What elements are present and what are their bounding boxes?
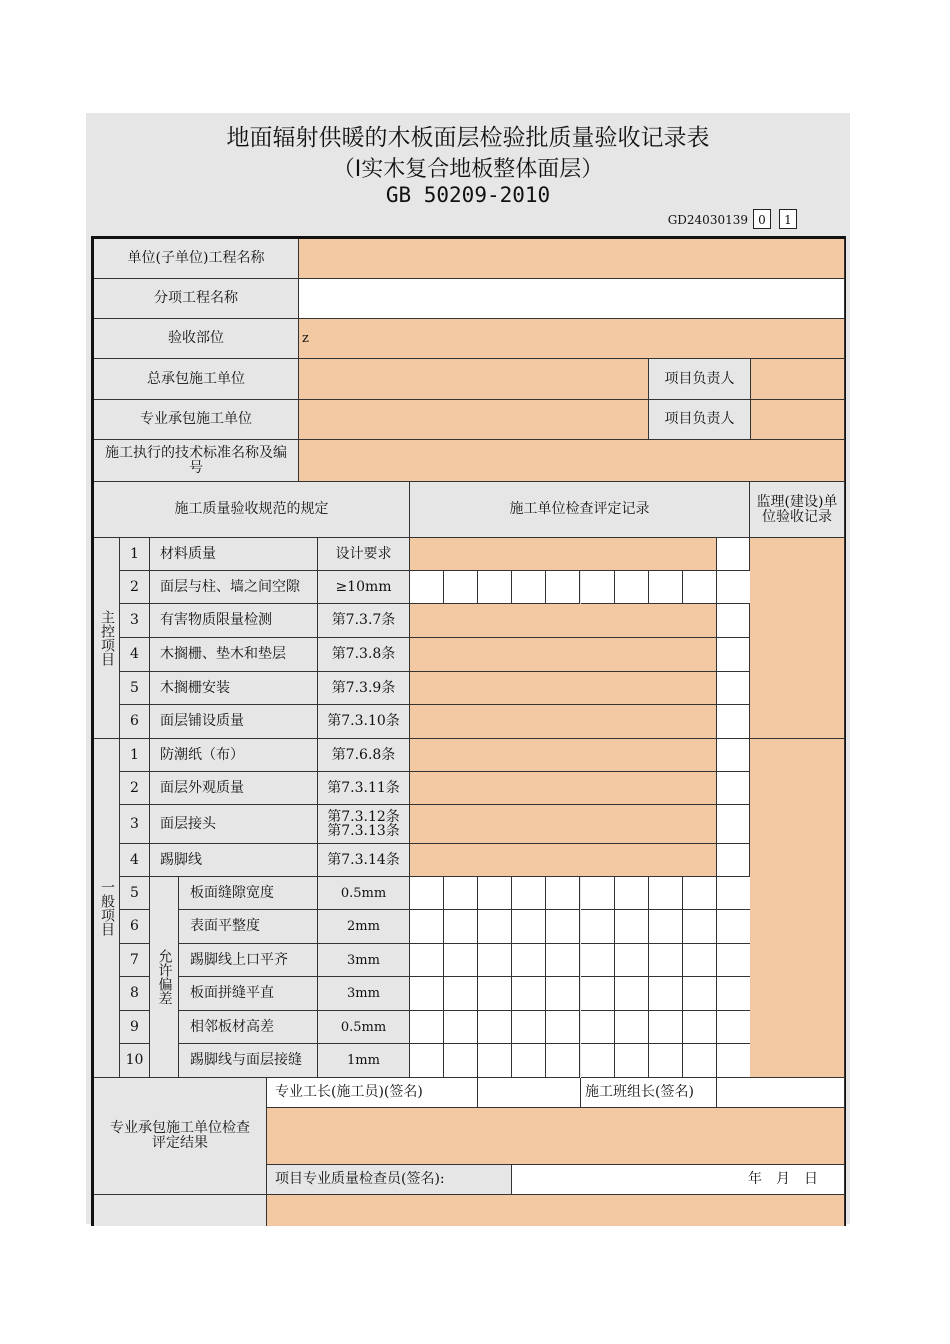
inspector-label: 项目专业质量检查员(签名): xyxy=(267,1165,512,1195)
tolerance-row-req: 2mm xyxy=(318,910,410,944)
tolerance-row-5-cell-1[interactable] xyxy=(410,877,444,910)
tolerance-row-req: 3mm xyxy=(318,977,410,1011)
general-row-req: 第7.3.14条 xyxy=(318,844,410,877)
manager-label-2: 项目负责人 xyxy=(649,400,751,440)
tolerance-row-9-cell-3[interactable] xyxy=(478,1011,512,1044)
tolerance-row-9-cell-1[interactable] xyxy=(410,1011,444,1044)
tolerance-row-8-cell-1[interactable] xyxy=(410,977,444,1011)
main-row-2-cell-5[interactable] xyxy=(546,571,580,604)
general-row-item: 面层接头 xyxy=(150,805,318,844)
tolerance-row-5-cell-10[interactable] xyxy=(717,877,751,910)
main-row-req: 第7.3.9条 xyxy=(318,672,410,705)
main-row-item: 面层铺设质量 xyxy=(150,705,318,739)
unit-project-input[interactable] xyxy=(299,239,845,279)
unit-project-label: 单位(子单位)工程名称 xyxy=(94,239,299,279)
tolerance-row-7-cell-1[interactable] xyxy=(410,944,444,977)
main-row-req: 第7.3.10条 xyxy=(318,705,410,739)
main-row-record[interactable] xyxy=(410,638,717,672)
tolerance-row-no: 9 xyxy=(120,1011,150,1044)
tolerance-row-6-cell-7[interactable] xyxy=(615,910,649,944)
tolerance-row-8-cell-5[interactable] xyxy=(546,977,580,1011)
result-input[interactable] xyxy=(267,1108,845,1165)
main-supervision-input[interactable] xyxy=(750,538,845,739)
tolerance-row-5-cell-7[interactable] xyxy=(615,877,649,910)
general-row-no: 3 xyxy=(120,805,150,844)
tolerance-row-6-cell-4[interactable] xyxy=(512,910,546,944)
tolerance-row-9-cell-6[interactable] xyxy=(581,1011,615,1044)
general-row-req: 第7.6.8条 xyxy=(318,739,410,772)
tolerance-row-item: 相邻板材高差 xyxy=(179,1011,318,1044)
general-row-req: 第7.3.11条 xyxy=(318,772,410,805)
tolerance-row-5-cell-4[interactable] xyxy=(512,877,546,910)
tolerance-row-7-cell-7[interactable] xyxy=(615,944,649,977)
main-row-check[interactable] xyxy=(717,538,750,571)
main-row-no: 6 xyxy=(120,705,150,739)
manager-label-1: 项目负责人 xyxy=(649,359,751,400)
general-row-record[interactable] xyxy=(410,805,717,844)
tolerance-row-req: 1mm xyxy=(318,1044,410,1078)
tolerance-row-9-cell-10[interactable] xyxy=(717,1011,751,1044)
main-row-req: ≥10mm xyxy=(318,571,410,604)
main-row-2-cell-7[interactable] xyxy=(615,571,649,604)
main-row-2-cell-1[interactable] xyxy=(410,571,444,604)
form-code: GD24030139 xyxy=(667,213,748,227)
tolerance-row-7-cell-4[interactable] xyxy=(512,944,546,977)
next-section-label xyxy=(94,1195,267,1226)
general-row-record[interactable] xyxy=(410,739,717,772)
tolerance-row-5-cell-5[interactable] xyxy=(546,877,580,910)
tolerance-row-6-cell-6[interactable] xyxy=(581,910,615,944)
general-row-no: 2 xyxy=(120,772,150,805)
standard-input[interactable] xyxy=(299,440,845,482)
main-row-record[interactable] xyxy=(410,705,717,739)
manager-input-2[interactable] xyxy=(751,400,845,440)
main-row-2-cell-9[interactable] xyxy=(683,571,717,604)
tolerance-row-10-cell-2[interactable] xyxy=(444,1044,478,1078)
tolerance-row-8-cell-4[interactable] xyxy=(512,977,546,1011)
main-row-check[interactable] xyxy=(717,705,750,739)
tolerance-row-item: 表面平整度 xyxy=(179,910,318,944)
foreman-signature-input[interactable] xyxy=(478,1078,581,1108)
specialty-contractor-input[interactable] xyxy=(299,400,649,440)
tolerance-row-9-cell-7[interactable] xyxy=(615,1011,649,1044)
general-items-group-label: 一般项目 xyxy=(94,739,120,1078)
tolerance-row-6-cell-9[interactable] xyxy=(683,910,717,944)
main-row-item: 面层与柱、墙之间空隙 xyxy=(150,571,318,604)
main-row-2-cell-4[interactable] xyxy=(512,571,546,604)
tolerance-row-6-cell-8[interactable] xyxy=(649,910,683,944)
main-row-2-cell-2[interactable] xyxy=(444,571,478,604)
main-row-record[interactable] xyxy=(410,604,717,638)
general-row-item: 踢脚线 xyxy=(150,844,318,877)
location-input[interactable]: z xyxy=(299,319,845,359)
tolerance-row-req: 0.5mm xyxy=(318,877,410,910)
general-row-check[interactable] xyxy=(717,844,750,877)
main-row-item: 有害物质限量检测 xyxy=(150,604,318,638)
general-row-check[interactable] xyxy=(717,805,750,844)
main-items-group-label: 主控项目 xyxy=(94,538,120,739)
main-row-no: 2 xyxy=(120,571,150,604)
tolerance-row-item: 踢脚线与面层接缝 xyxy=(179,1044,318,1078)
tolerance-row-7-cell-10[interactable] xyxy=(717,944,751,977)
general-row-check[interactable] xyxy=(717,739,750,772)
general-row-no: 1 xyxy=(120,739,150,772)
page-subtitle: （Ⅰ实木复合地板整体面层） xyxy=(332,157,604,182)
code-box-1[interactable]: 0 xyxy=(753,209,771,229)
main-row-2-cell-3[interactable] xyxy=(478,571,512,604)
tolerance-row-7-cell-3[interactable] xyxy=(478,944,512,977)
general-row-req-b: 第7.3.13条 xyxy=(327,823,400,839)
main-row-item: 木搁栅、垫木和垫层 xyxy=(150,638,318,672)
main-row-no: 3 xyxy=(120,604,150,638)
tolerance-row-item: 板面缝隙宽度 xyxy=(179,877,318,910)
page-title: 地面辐射供暖的木板面层检验批质量验收记录表 xyxy=(226,125,710,151)
foreman-label: 专业工长(施工员)(签名) xyxy=(267,1078,478,1108)
tolerance-row-item: 踢脚线上口平齐 xyxy=(179,944,318,977)
manager-input-1[interactable] xyxy=(751,359,845,400)
sub-project-input[interactable] xyxy=(299,279,845,319)
standard-number: GB 50209-2010 xyxy=(385,183,551,207)
tolerance-row-9-cell-5[interactable] xyxy=(546,1011,580,1044)
tolerance-row-6-cell-2[interactable] xyxy=(444,910,478,944)
inspection-date[interactable]: 年 月 日 xyxy=(512,1165,845,1195)
team-leader-label: 施工班组长(签名) xyxy=(581,1078,717,1108)
tolerance-group-label: 允许偏差 xyxy=(150,877,179,1078)
sub-project-label: 分项工程名称 xyxy=(94,279,299,319)
tolerance-row-9-cell-8[interactable] xyxy=(649,1011,683,1044)
tolerance-row-item: 板面拼缝平直 xyxy=(179,977,318,1011)
specialty-contractor-label: 专业承包施工单位 xyxy=(94,400,299,440)
main-row-no: 5 xyxy=(120,672,150,705)
tolerance-row-req: 3mm xyxy=(318,944,410,977)
general-contractor-input[interactable] xyxy=(299,359,649,400)
tolerance-row-5-cell-3[interactable] xyxy=(478,877,512,910)
tolerance-row-9-cell-9[interactable] xyxy=(683,1011,717,1044)
spec-header: 施工质量验收规范的规定 xyxy=(94,482,410,538)
tolerance-row-8-cell-3[interactable] xyxy=(478,977,512,1011)
tolerance-row-8-cell-10[interactable] xyxy=(717,977,751,1011)
result-label: 专业承包施工单位检查评定结果 xyxy=(94,1078,267,1195)
tolerance-row-10-cell-1[interactable] xyxy=(410,1044,444,1078)
tolerance-row-5-cell-9[interactable] xyxy=(683,877,717,910)
main-row-2-cell-6[interactable] xyxy=(581,571,615,604)
tolerance-row-no: 6 xyxy=(120,910,150,944)
general-row-check[interactable] xyxy=(717,772,750,805)
general-row-item: 防潮纸（布） xyxy=(150,739,318,772)
tolerance-row-8-cell-6[interactable] xyxy=(581,977,615,1011)
general-row-item: 面层外观质量 xyxy=(150,772,318,805)
tolerance-row-8-cell-7[interactable] xyxy=(615,977,649,1011)
tolerance-row-10-cell-10[interactable] xyxy=(717,1044,751,1078)
tolerance-row-7-cell-5[interactable] xyxy=(546,944,580,977)
main-row-item: 材料质量 xyxy=(150,538,318,571)
main-row-req: 第7.3.7条 xyxy=(318,604,410,638)
general-contractor-label: 总承包施工单位 xyxy=(94,359,299,400)
main-row-record[interactable] xyxy=(410,538,717,571)
tolerance-row-7-cell-9[interactable] xyxy=(683,944,717,977)
tolerance-row-10-cell-4[interactable] xyxy=(512,1044,546,1078)
tolerance-row-7-cell-2[interactable] xyxy=(444,944,478,977)
tolerance-row-9-cell-4[interactable] xyxy=(512,1011,546,1044)
tolerance-row-no: 5 xyxy=(120,877,150,910)
team-leader-signature-input[interactable] xyxy=(717,1078,845,1108)
next-section-input[interactable] xyxy=(267,1195,845,1226)
main-row-check[interactable] xyxy=(717,638,750,672)
main-row-check[interactable] xyxy=(717,672,750,705)
tolerance-row-10-cell-9[interactable] xyxy=(683,1044,717,1078)
general-row-record[interactable] xyxy=(410,844,717,877)
main-row-2-cell-8[interactable] xyxy=(649,571,683,604)
tolerance-row-6-cell-10[interactable] xyxy=(717,910,751,944)
main-row-2-cell-10[interactable] xyxy=(717,571,751,604)
main-row-check[interactable] xyxy=(717,604,750,638)
tolerance-row-req: 0.5mm xyxy=(318,1011,410,1044)
record-header: 施工单位检查评定记录 xyxy=(410,482,750,538)
main-row-no: 4 xyxy=(120,638,150,672)
supervision-header: 监理(建设)单位验收记录 xyxy=(750,482,845,538)
tolerance-row-10-cell-5[interactable] xyxy=(546,1044,580,1078)
tolerance-row-6-cell-1[interactable] xyxy=(410,910,444,944)
tolerance-row-8-cell-9[interactable] xyxy=(683,977,717,1011)
tolerance-row-9-cell-2[interactable] xyxy=(444,1011,478,1044)
tolerance-row-7-cell-6[interactable] xyxy=(581,944,615,977)
tolerance-row-7-cell-8[interactable] xyxy=(649,944,683,977)
tolerance-row-8-cell-2[interactable] xyxy=(444,977,478,1011)
main-row-record[interactable] xyxy=(410,672,717,705)
tolerance-row-10-cell-7[interactable] xyxy=(615,1044,649,1078)
main-row-no: 1 xyxy=(120,538,150,571)
main-row-req: 第7.3.8条 xyxy=(318,638,410,672)
location-label: 验收部位 xyxy=(94,319,299,359)
tolerance-row-5-cell-2[interactable] xyxy=(444,877,478,910)
general-row-no: 4 xyxy=(120,844,150,877)
main-row-item: 木搁栅安装 xyxy=(150,672,318,705)
tolerance-row-5-cell-6[interactable] xyxy=(581,877,615,910)
tolerance-row-10-cell-6[interactable] xyxy=(581,1044,615,1078)
tolerance-row-no: 7 xyxy=(120,944,150,977)
general-supervision-input[interactable] xyxy=(750,739,845,1078)
general-row-record[interactable] xyxy=(410,772,717,805)
tolerance-row-no: 8 xyxy=(120,977,150,1011)
general-row-req xyxy=(318,805,410,844)
code-box-2[interactable]: 1 xyxy=(779,209,797,229)
tolerance-row-no: 10 xyxy=(120,1044,150,1078)
tolerance-row-6-cell-3[interactable] xyxy=(478,910,512,944)
standard-label: 施工执行的技术标准名称及编号 xyxy=(94,440,299,482)
main-row-req: 设计要求 xyxy=(318,538,410,571)
tolerance-row-5-cell-8[interactable] xyxy=(649,877,683,910)
tolerance-row-10-cell-3[interactable] xyxy=(478,1044,512,1078)
tolerance-row-10-cell-8[interactable] xyxy=(649,1044,683,1078)
tolerance-row-6-cell-5[interactable] xyxy=(546,910,580,944)
general-row-req-a: 第7.3.12条 xyxy=(327,809,400,825)
tolerance-row-8-cell-8[interactable] xyxy=(649,977,683,1011)
